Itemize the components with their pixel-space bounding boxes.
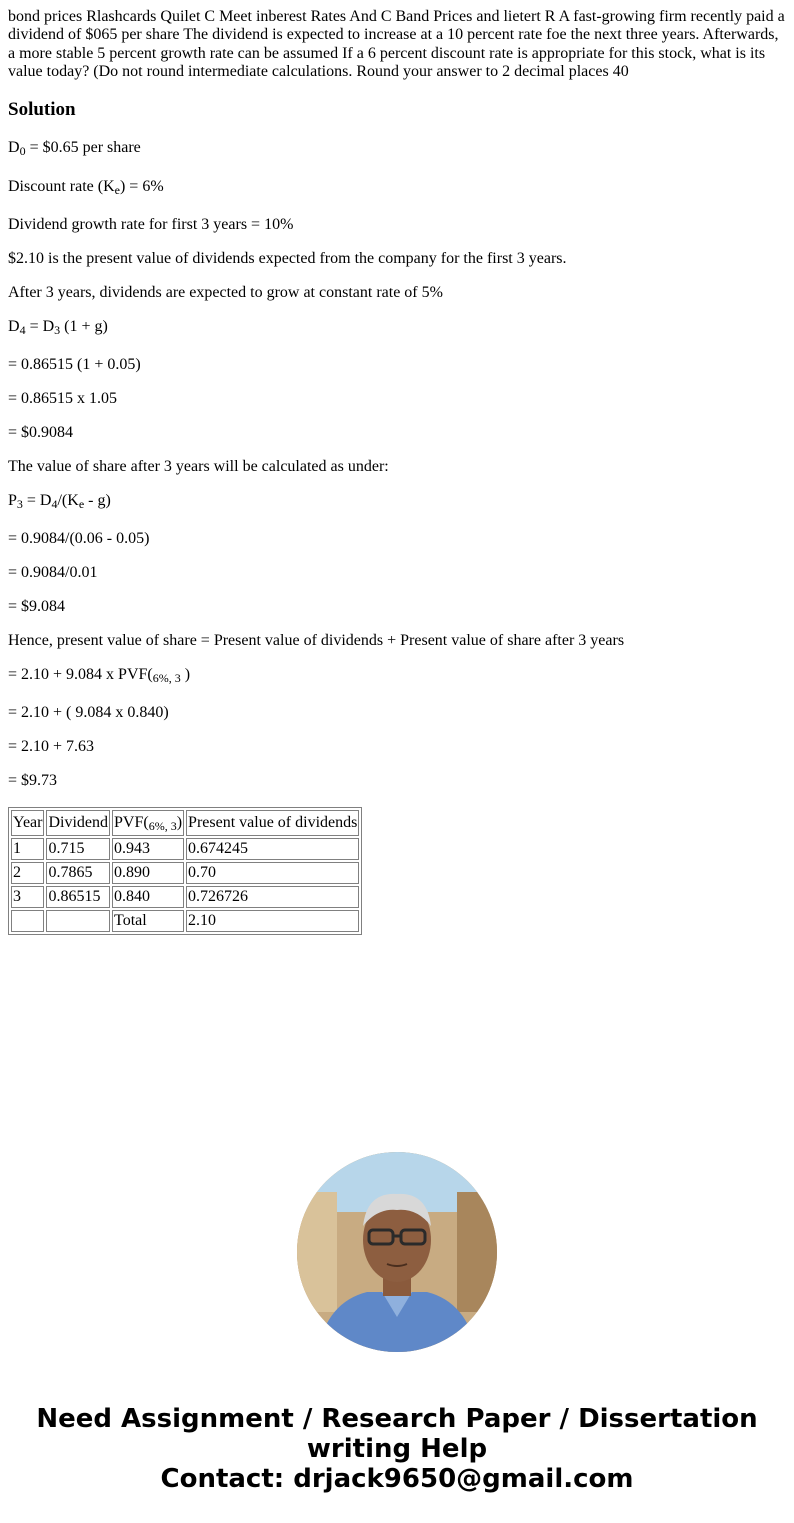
line-d4-formula: $D_4 = D_3$ (1 + g) xyxy=(8,318,108,337)
author-avatar xyxy=(297,1152,497,1352)
cell-dividend: 0.7865 xyxy=(46,862,110,884)
table-row xyxy=(11,886,359,908)
line-d0: $D_0$ = $0.65 per share xyxy=(8,139,141,158)
avatar-portrait-icon xyxy=(297,1152,497,1352)
footer-contact: Contact: drjack9650@gmail.com xyxy=(160,1464,634,1494)
table-row xyxy=(11,862,359,884)
footer-line-2: writing Help xyxy=(306,1434,488,1464)
cell-year: 3 xyxy=(11,886,44,908)
line-value-intro: The value of share after 3 years will be calculated as under: xyxy=(8,458,389,475)
header-present-value: Present value of dividends xyxy=(186,810,359,836)
cell-year xyxy=(11,910,44,932)
cell-dividend: 0.715 xyxy=(46,838,110,860)
line-growth-first: Dividend growth rate for first 3 years = 10% xyxy=(8,216,294,233)
cell-year: 1 xyxy=(11,838,44,860)
line-calc-10: = $9.73 xyxy=(8,772,58,789)
cell-total-value: 2.10 xyxy=(186,910,359,932)
line-calc-3: = $0.9084 xyxy=(8,424,74,441)
cell-dividend: 0.86515 xyxy=(46,886,110,908)
line-calc-8: = 2.10 + ( 9.084 x 0.840) xyxy=(8,704,169,721)
pv-dividends-table xyxy=(8,807,362,935)
line-calc-1: = 0.86515 (1 + 0.05) xyxy=(8,356,141,373)
line-p3-formula: $P_3 = D_4/(K_e - g)$ xyxy=(8,492,111,511)
line-calc-2: = 0.86515 x 1.05 xyxy=(8,390,118,407)
table-total-row xyxy=(11,910,359,932)
header-year: Year xyxy=(11,810,44,836)
line-discount-rate: Discount rate $(K_e) = 6\%$ xyxy=(8,178,164,197)
table-row xyxy=(11,838,359,860)
cell-pvf: 0.890 xyxy=(112,862,184,884)
cell-present-value: 0.674245 xyxy=(186,838,359,860)
line-calc-5: = 0.9084/0.01 xyxy=(8,564,98,581)
footer-line-1: Need Assignment / Research Paper / Dissertation xyxy=(36,1404,758,1434)
line-calc-6: = $9.084 xyxy=(8,598,66,615)
cell-year: 2 xyxy=(11,862,44,884)
cell-dividend xyxy=(46,910,110,932)
question-text: bond prices Rlashcards Quilet C Meet inberest Rates And C Band Prices and lietert R A fast-growing firm recently paid a dividend of $065 per share The dividend is expected to increase at a 10 percent rate foe the next three years. Afterwards, a more stable 5 percent growth rate can be assumed If a 6 percent discount rate is appropriate for this stock, what is its value today? (Do not round intermediate calculations. Round your answer to 2 decimal places 40 xyxy=(8,8,785,81)
line-hence: Hence, present value of share = Present value of dividends + Present value of share after 3 years xyxy=(8,632,625,649)
header-dividend: Dividend xyxy=(46,810,110,836)
line-calc-9: = 2.10 + 7.63 xyxy=(8,738,95,755)
header-pvf: $PVF(_{6\%, 3})$ xyxy=(112,810,184,836)
cell-present-value: 0.726726 xyxy=(186,886,359,908)
cell-total-label: Total xyxy=(112,910,184,932)
cell-pvf: 0.943 xyxy=(112,838,184,860)
footer-banner xyxy=(0,1404,794,1494)
line-pv-statement: $2.10 is the present value of dividends expected from the company for the first 3 years. xyxy=(8,250,567,267)
cell-pvf: 0.840 xyxy=(112,886,184,908)
cell-present-value: 0.70 xyxy=(186,862,359,884)
solution-heading: Solution xyxy=(8,99,76,120)
table-header-row xyxy=(11,810,359,836)
line-after-3-years: After 3 years, dividends are expected to grow at constant rate of 5% xyxy=(8,284,443,301)
line-calc-4: = 0.9084/(0.06 - 0.05) xyxy=(8,530,150,547)
line-calc-7: = 2.10 + 9.084 x $PVF(_{6\%, 3}$ ) xyxy=(8,666,191,685)
